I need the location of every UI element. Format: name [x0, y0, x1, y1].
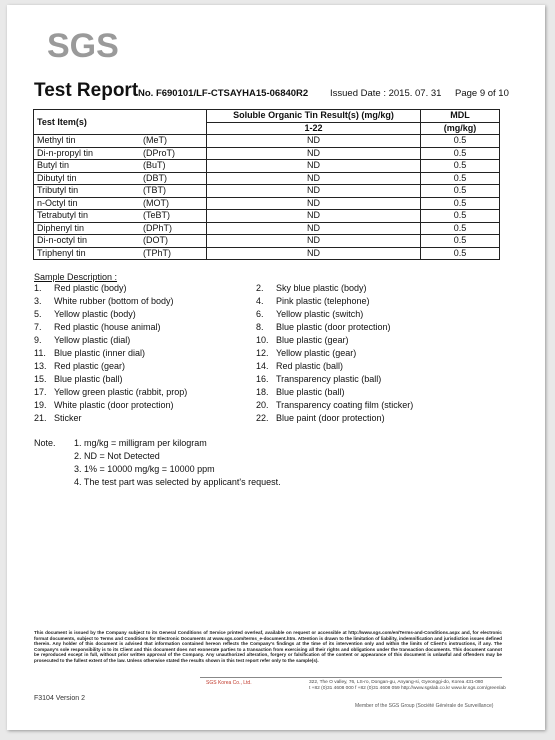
sample-number: 7.	[34, 322, 42, 332]
cell-result: ND	[207, 210, 421, 223]
cell-test-item: n-Octyl tin	[34, 197, 141, 210]
sample-description: Sticker	[54, 413, 82, 423]
member-statement: Member of the SGS Group (Société Générale de Surveillance)	[355, 703, 494, 709]
cell-test-item: Tributyl tin	[34, 185, 141, 198]
issued-date: Issued Date : 2015. 07. 31	[330, 88, 442, 99]
address-line: 322, The O valley, 76, LS-ro, Dongan-gu, Anyang-si, Gyeonggi-do, Korea 431-080	[309, 680, 484, 685]
sample-number: 10.	[256, 335, 269, 345]
col-result: Soluble Organic Tin Result(s) (mg/kg)	[207, 110, 421, 123]
sample-number: 1.	[34, 283, 42, 293]
cell-mdl: 0.5	[421, 247, 500, 260]
sample-number: 18.	[256, 387, 269, 397]
cell-mdl: 0.5	[421, 222, 500, 235]
company-address	[309, 680, 506, 692]
cell-test-item: Di-n-octyl tin	[34, 235, 141, 248]
cell-mdl: 0.5	[421, 185, 500, 198]
sample-number: 2.	[256, 283, 264, 293]
sample-number: 4.	[256, 296, 264, 306]
cell-test-item: Dibutyl tin	[34, 172, 141, 185]
sample-list	[34, 283, 504, 426]
note-label: Note.	[34, 438, 56, 448]
cell-abbreviation: (BuT)	[140, 160, 207, 173]
sample-description: Yellow green plastic (rabbit, prop)	[54, 387, 188, 397]
cell-result: ND	[207, 160, 421, 173]
sample-description: Blue plastic (ball)	[54, 374, 123, 384]
note-item: 1. mg/kg = milligram per kilogram	[74, 438, 207, 448]
sample-description: Transparency plastic (ball)	[276, 374, 382, 384]
sample-number: 6.	[256, 309, 264, 319]
cell-result: ND	[207, 147, 421, 160]
sample-description: White plastic (door protection)	[54, 400, 174, 410]
cell-test-item: Diphenyl tin	[34, 222, 141, 235]
sample-description: Red plastic (body)	[54, 283, 127, 293]
cell-test-item: Butyl tin	[34, 160, 141, 173]
company-name: SGS Korea Co., Ltd.	[206, 680, 252, 686]
cell-result: ND	[207, 222, 421, 235]
table-row	[34, 222, 500, 235]
table-row	[34, 247, 500, 260]
sample-number: 5.	[34, 309, 42, 319]
table-row	[34, 135, 500, 148]
cell-result: ND	[207, 135, 421, 148]
sample-row	[34, 296, 504, 309]
sample-description: Pink plastic (telephone)	[276, 296, 370, 306]
table-row	[34, 172, 500, 185]
sample-description: Red plastic (ball)	[276, 361, 344, 371]
sample-description: Blue plastic (door protection)	[276, 322, 391, 332]
sample-row	[34, 322, 504, 335]
logo-text: SGS	[47, 27, 119, 65]
cell-test-item: Di-n-propyl tin	[34, 147, 141, 160]
sample-number: 22.	[256, 413, 269, 423]
table-row	[34, 160, 500, 173]
sample-number: 20.	[256, 400, 269, 410]
sample-row	[34, 335, 504, 348]
sample-number: 9.	[34, 335, 42, 345]
sample-number: 17.	[34, 387, 47, 397]
sample-description-title: Sample Description :	[34, 272, 118, 282]
table-row	[34, 235, 500, 248]
sample-row	[34, 400, 504, 413]
sample-description: White rubber (bottom of body)	[54, 296, 174, 306]
sample-description: Sky blue plastic (body)	[276, 283, 367, 293]
sample-row	[34, 283, 504, 296]
results-table	[33, 109, 500, 260]
sample-number: 15.	[34, 374, 47, 384]
cell-test-item: Triphenyl tin	[34, 247, 141, 260]
note-item: 3. 1% = 10000 mg/kg = 10000 ppm	[74, 464, 215, 474]
sample-description: Red plastic (gear)	[54, 361, 126, 371]
col-test-item: Test Item(s)	[34, 110, 207, 135]
sample-row	[34, 309, 504, 322]
cell-abbreviation: (DPhT)	[140, 222, 207, 235]
sample-number: 13.	[34, 361, 47, 371]
sample-description: Blue plastic (gear)	[276, 335, 349, 345]
cell-abbreviation: (TPhT)	[140, 247, 207, 260]
cell-abbreviation: (MeT)	[140, 135, 207, 148]
col-mdl: MDL	[421, 110, 500, 123]
cell-abbreviation: (DOT)	[140, 235, 207, 248]
sample-number: 21.	[34, 413, 47, 423]
address-line: t +82 (0)31 4608 000 f +82 (0)31 4608 059 http://www.sgslab.co.kr www.kr.sgs.com/greenlab	[309, 686, 506, 691]
sample-number: 11.	[34, 348, 46, 358]
table-row	[34, 147, 500, 160]
note-item: 4. The test part was selected by applicant's request.	[74, 477, 281, 487]
cell-result: ND	[207, 172, 421, 185]
cell-mdl: 0.5	[421, 160, 500, 173]
sample-row	[34, 387, 504, 400]
sample-number: 14.	[256, 361, 269, 371]
page-number: Page 9 of 10	[455, 88, 509, 99]
sample-description: Blue plastic (ball)	[276, 387, 345, 397]
footer-divider	[200, 677, 502, 678]
cell-result: ND	[207, 197, 421, 210]
cell-mdl: 0.5	[421, 197, 500, 210]
form-version: F3104 Version 2	[34, 695, 85, 702]
cell-abbreviation: (TeBT)	[140, 210, 207, 223]
sample-row	[34, 374, 504, 387]
table-row	[34, 197, 500, 210]
col-mdl-unit: (mg/kg)	[421, 122, 500, 135]
sample-number: 12.	[256, 348, 269, 358]
sgs-logo	[47, 27, 129, 65]
cell-result: ND	[207, 247, 421, 260]
sample-row	[34, 348, 504, 361]
note-item: 2. ND = Not Detected	[74, 451, 160, 461]
cell-abbreviation: (MOT)	[140, 197, 207, 210]
sample-description: Blue paint (door protection)	[276, 413, 385, 423]
sample-description: Yellow plastic (dial)	[54, 335, 131, 345]
legal-disclaimer: This document is issued by the Company subject to its General Conditions of Service printed overleaf, available on request or accessible at http://www.sgs.com/en/Terms-and-Conditions.aspx and, for electronic format documents, subject to Terms and Conditions for Electronic Documents at www.sgs.com/terms_e-document.htm. Attention is drawn to the limitation of liability, indemnification and jurisdiction issues defined therein. Any holder of this document is advised that information contained hereon reflects the Company's findings at the time of its intervention only and within the limits of Client's instructions, if any. The Company's sole responsibility is to its Client and this document does not exonerate parties to a transaction from exercising all their rights and obligations under the transaction documents. This document cannot be reproduced except in full, without prior written approval of the Company. Any unauthorized alteration, forgery or falsification of the content or appearance of this document is unlawful and offenders may be prosecuted to the fullest extent of the law. Unless otherwise stated the results shown in this test report refer only to the sample(s).	[34, 630, 502, 663]
cell-mdl: 0.5	[421, 235, 500, 248]
report-title: Test Report	[34, 80, 139, 101]
cell-mdl: 0.5	[421, 172, 500, 185]
report-number: No. F690101/LF-CTSAYHA15-06840R2	[138, 88, 309, 99]
cell-test-item: Tetrabutyl tin	[34, 210, 141, 223]
cell-result: ND	[207, 235, 421, 248]
cell-abbreviation: (DBT)	[140, 172, 207, 185]
sample-number: 8.	[256, 322, 264, 332]
table-row	[34, 210, 500, 223]
cell-test-item: Methyl tin	[34, 135, 141, 148]
table-row	[34, 185, 500, 198]
sample-number: 16.	[256, 374, 269, 384]
sample-description: Yellow plastic (switch)	[276, 309, 364, 319]
cell-mdl: 0.5	[421, 210, 500, 223]
sample-row	[34, 361, 504, 374]
sample-number: 3.	[34, 296, 42, 306]
notes	[74, 438, 281, 490]
sample-description: Transparency coating film (sticker)	[276, 400, 414, 410]
sample-description: Yellow plastic (body)	[54, 309, 136, 319]
sample-number: 19.	[34, 400, 47, 410]
cell-abbreviation: (TBT)	[140, 185, 207, 198]
sample-row	[34, 413, 504, 426]
sample-description: Yellow plastic (gear)	[276, 348, 357, 358]
cell-mdl: 0.5	[421, 135, 500, 148]
cell-abbreviation: (DProT)	[140, 147, 207, 160]
cell-mdl: 0.5	[421, 147, 500, 160]
sample-description: Blue plastic (inner dial)	[54, 348, 146, 358]
sample-description: Red plastic (house animal)	[54, 322, 161, 332]
col-result-sub: 1-22	[207, 122, 421, 135]
cell-result: ND	[207, 185, 421, 198]
